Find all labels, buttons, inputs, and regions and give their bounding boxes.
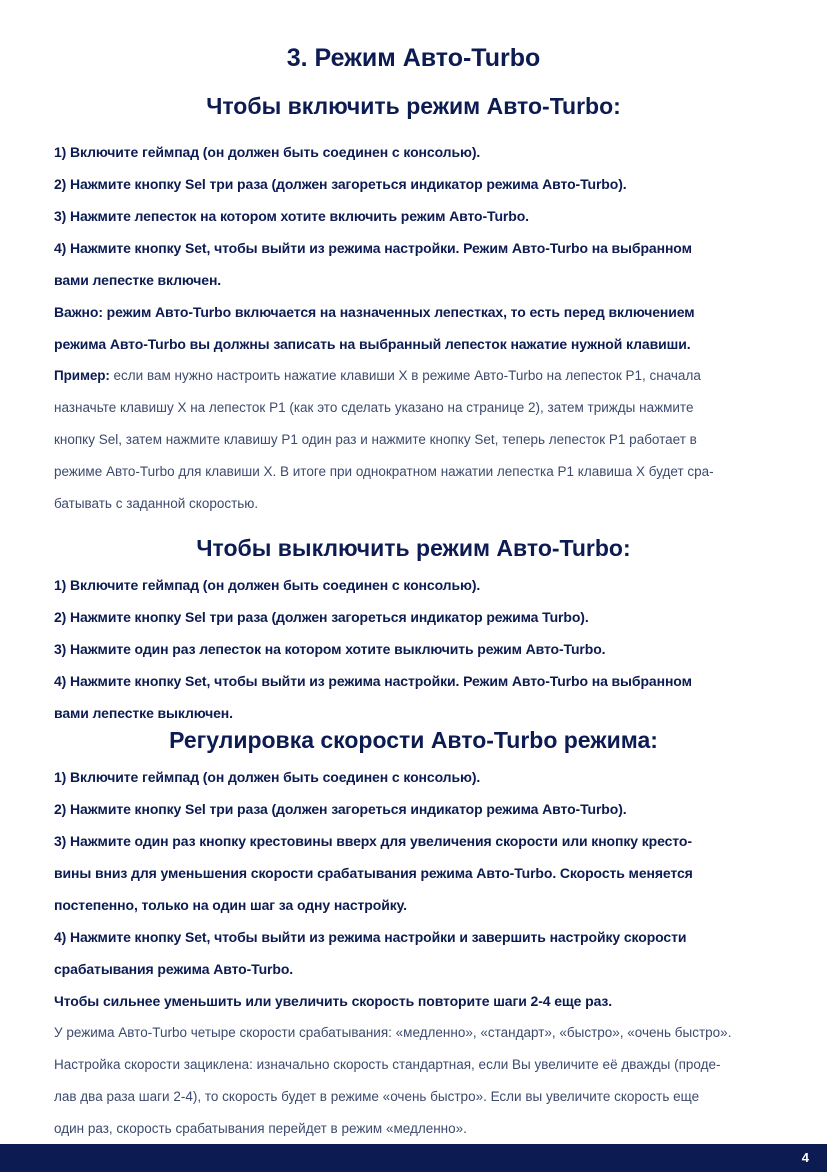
- example-line-2: назначьте клавишу X на лепесток P1 (как это сделать указано на странице 2), затем трижды нажмите: [54, 400, 694, 415]
- speed-step-4: 4) Нажмите кнопку Set, чтобы выйти из режима настройки и завершить настройку скорости: [54, 929, 687, 945]
- speed-note-3: лав два раза шаги 2-4), то скорость будет в режиме «очень быстро». Если вы увеличите скорость еще: [54, 1089, 700, 1104]
- speed-step-1: 1) Включите геймпад (он должен быть соединен с консолью).: [54, 769, 481, 785]
- important-note-line-1: Важно: режим Авто-Turbo включается на назначенных лепестках, то есть перед включением: [54, 304, 695, 320]
- disable-step-2: 2) Нажмите кнопку Sel три раза (должен загореться индикатор режима Turbo).: [54, 609, 589, 625]
- disable-step-4-cont: вами лепестке выключен.: [54, 705, 233, 721]
- example-line-1: [54, 367, 784, 385]
- disable-step-1: 1) Включите геймпад (он должен быть соединен с консолью).: [54, 577, 481, 593]
- example-line-5: батывать с заданной скоростью.: [54, 496, 259, 511]
- speed-note-4: один раз, скорость срабатывания перейдет в режим «медленно».: [54, 1121, 467, 1136]
- speed-note-2: Настройка скорости зациклена: изначально скорость стандартная, если Вы увеличите её дважды (проде-: [54, 1057, 721, 1072]
- disable-step-4: 4) Нажмите кнопку Set, чтобы выйти из режима настройки. Режим Авто-Turbo на выбранном: [54, 673, 692, 689]
- page-number: 4: [801, 1150, 809, 1165]
- important-note-line-2: режима Авто-Turbo вы должны записать на выбранный лепесток нажатие нужной клавиши.: [54, 336, 691, 352]
- example-line-4: режиме Авто-Turbo для клавиши X. В итоге при однократном нажатии лепестка P1 клавиша X будет сра-: [54, 464, 714, 479]
- disable-section-title: Чтобы выключить режим Авто-Turbo:: [196, 535, 631, 561]
- example-label: Пример:: [54, 368, 110, 383]
- enable-step-3: 3) Нажмите лепесток на котором хотите включить режим Авто-Turbo.: [54, 208, 529, 224]
- speed-step-3-cont-1: вины вниз для уменьшения скорости срабатывания режима Авто-Turbo. Скорость меняется: [54, 865, 693, 881]
- speed-step-4-cont: срабатывания режима Авто-Turbo.: [54, 961, 294, 977]
- enable-step-1: 1) Включите геймпад (он должен быть соединен с консолью).: [54, 144, 481, 160]
- speed-step-3-cont-2: постепенно, только на один шаг за одну настройку.: [54, 897, 407, 913]
- enable-step-2: 2) Нажмите кнопку Sel три раза (должен загореться индикатор режима Авто-Turbo).: [54, 176, 627, 192]
- example-line-3: кнопку Sel, затем нажмите клавишу P1 один раз и нажмите кнопку Set, теперь лепесток P1 работает в: [54, 432, 697, 447]
- speed-note-1: У режима Авто-Turbo четыре скорости срабатывания: «медленно», «стандарт», «быстро», «очень быстро».: [54, 1025, 732, 1040]
- speed-section-title: Регулировка скорости Авто-Turbo режима:: [169, 727, 658, 753]
- example-text-1: если вам нужно настроить нажатие клавиши X в режиме Авто-Turbo на лепесток P1, сначала: [109, 368, 701, 383]
- footer-bar: [0, 1144, 827, 1172]
- page-title: 3. Режим Авто-Turbo: [286, 44, 541, 72]
- speed-step-3: 3) Нажмите один раз кнопку крестовины вверх для увеличения скорости или кнопку кресто-: [54, 833, 692, 849]
- disable-step-3: 3) Нажмите один раз лепесток на котором хотите выключить режим Авто-Turbo.: [54, 641, 606, 657]
- enable-step-4-cont: вами лепестке включен.: [54, 272, 222, 288]
- speed-step-2: 2) Нажмите кнопку Sel три раза (должен загореться индикатор режима Авто-Turbo).: [54, 801, 627, 817]
- enable-step-4: 4) Нажмите кнопку Set, чтобы выйти из режима настройки. Режим Авто-Turbo на выбранном: [54, 240, 692, 256]
- speed-repeat-note: Чтобы сильнее уменьшить или увеличить скорость повторите шаги 2-4 еще раз.: [54, 993, 613, 1009]
- enable-section-title: Чтобы включить режим Авто-Turbo:: [206, 93, 621, 119]
